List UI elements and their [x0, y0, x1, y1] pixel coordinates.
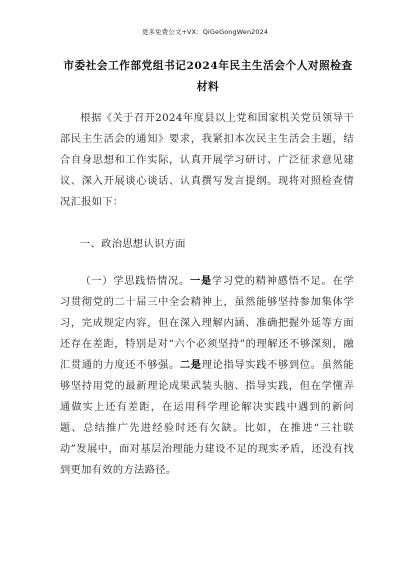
point-one-marker: 一是: [189, 275, 212, 287]
point-one-text: 学习党的精神感悟不足。在学习贯彻党的二十届三中全会精神上，虽然能够坚持参加集体学习，完成规定内容，但在深入理解内涵、准确把握外延等方面还存在差距，特别是对“六个必须坚持”的理解还不够深刻，融汇贯通的力度还不够强。: [60, 276, 354, 371]
header-note: 更多免费公文+VX：QiGeGongWen2024: [141, 28, 269, 36]
intro-text: 根据《关于召开2024年度县以上党和国家机关党员领导干部民主生活会的通知》要求，我紧扣本次民主生活会主题，结合自身思想和工作实际，认真开展学习研讨、广泛征求意见建议、深入开展谈心谈话、认真撰写发言提纲。现将对照检查情况汇报如下：: [60, 113, 354, 208]
subsection-paragraph: [60, 271, 354, 481]
intro-paragraph: [60, 108, 354, 213]
subsection-text: [60, 271, 354, 481]
document-title: 市委社会工作部党组书记2024年民主生活会个人对照检查材料: [63, 60, 353, 93]
point-two-text: 理论指导实践不够到位。虽然能够坚持用党的最新理论成果武装头脑、指导实践，但在学懂弄通做实上还有差距，在运用科学理论解决实践中遇到的新问题、总结推广先进经验时还有欠缺。比如，在推进“三社联动”发展中，面对基层治理能力建设不足的现实矛盾，还没有找到更加有效的方法路径。: [60, 360, 354, 476]
point-two-marker: 二是: [179, 359, 202, 371]
section-heading: 一、政治思想认识方面: [80, 239, 186, 250]
subsection-lead: （一）学思践悟情况。: [80, 276, 190, 287]
